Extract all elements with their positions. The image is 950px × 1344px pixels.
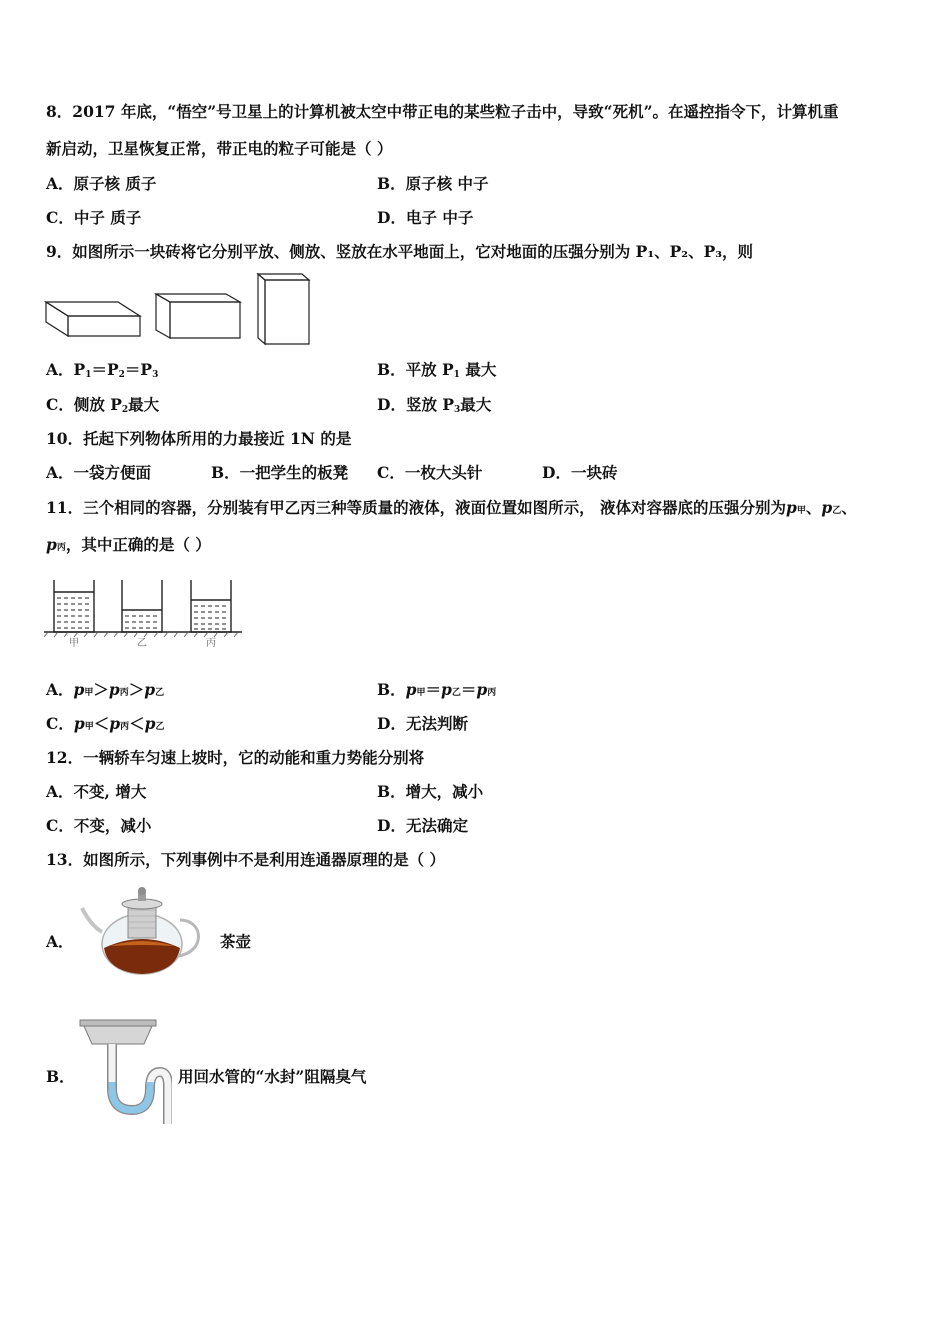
q9-option-d[interactable]: D．竖放 $P_3$最大: [377, 395, 492, 415]
q9-option-a[interactable]: A．$P_1=P_2=P_3$: [46, 360, 159, 380]
q8-stem-line2: 新启动，卫星恢复正常，带正电的粒子可能是（ ）: [46, 139, 393, 158]
brick-upright: [258, 274, 309, 344]
q11-stem-line2: p丙，其中正确的是（ ）: [46, 535, 211, 554]
q8-stem-line1: 8．2017 年底，“悟空”号卫星上的计算机被太空中带正电的某些粒子击中，导致“死机”。在遥控指令下，计算机重: [46, 102, 839, 121]
q11-option-c[interactable]: C．p甲＜p丙＜p乙: [46, 714, 165, 733]
q10-option-d[interactable]: D．一块砖: [542, 463, 618, 482]
q8-option-d[interactable]: D．电子 中子: [377, 208, 474, 227]
q12-stem: 12．一辆轿车匀速上坡时，它的动能和重力势能分别将: [46, 748, 425, 767]
q12-option-c[interactable]: C．不变，减小: [46, 816, 152, 835]
container-label-yi: 乙: [137, 638, 147, 648]
q10-stem: 10．托起下列物体所用的力最接近 1N 的是: [46, 429, 352, 448]
teapot-image: [80, 886, 208, 978]
q10-option-b[interactable]: B．一把学生的板凳: [211, 463, 349, 482]
container-label-jia: 甲: [69, 638, 79, 648]
q12-option-b[interactable]: B．增大，减小: [377, 782, 484, 801]
q11-option-b[interactable]: B．p甲＝p乙＝p丙: [377, 680, 497, 699]
q13-option-b-label[interactable]: B．: [46, 1067, 75, 1086]
q10-option-c[interactable]: C．一枚大头针: [377, 463, 483, 482]
q12-option-a[interactable]: A．不变, 增大: [46, 782, 147, 801]
q13-option-b-text[interactable]: 用回水管的“水封”阻隔臭气: [178, 1067, 367, 1086]
brick-side: [156, 294, 240, 338]
brick-figure: [44, 272, 314, 348]
container-label-bing: 丙: [206, 638, 216, 648]
containers-figure: [44, 576, 244, 648]
q8-option-c[interactable]: C．中子 质子: [46, 208, 142, 227]
q11-option-d[interactable]: D．无法判断: [377, 714, 468, 733]
q9-option-b[interactable]: B．平放 $P_1$ 最大: [377, 360, 497, 380]
q12-option-d[interactable]: D．无法确定: [377, 816, 468, 835]
brick-flat: [46, 302, 140, 336]
q10-option-a[interactable]: A．一袋方便面: [46, 463, 152, 482]
q11-stem-line1: 11．三个相同的容器，分别装有甲乙丙三种等质量的液体，液面位置如图所示， 液体对容器底的压强分别为p甲、p乙、: [46, 498, 857, 517]
q8-option-b[interactable]: B．原子核 中子: [377, 174, 489, 193]
q8-option-a[interactable]: A．原子核 质子: [46, 174, 157, 193]
q13-option-a-label[interactable]: A．: [46, 932, 74, 951]
q13-option-a-text[interactable]: 茶壶: [220, 932, 252, 951]
q11-option-a[interactable]: A．p甲＞p丙＞p乙: [46, 680, 165, 699]
q9-option-c[interactable]: C．侧放 $P_2$最大: [46, 395, 160, 415]
sink-trap-image: [76, 1016, 172, 1128]
q13-stem: 13．如图所示，下列事例中不是利用连通器原理的是（ ）: [46, 850, 445, 869]
q9-stem: 9．如图所示一块砖将它分别平放、侧放、竖放在水平地面上，它对地面的压强分别为 P₁、P₂、P₃，则: [46, 242, 754, 261]
